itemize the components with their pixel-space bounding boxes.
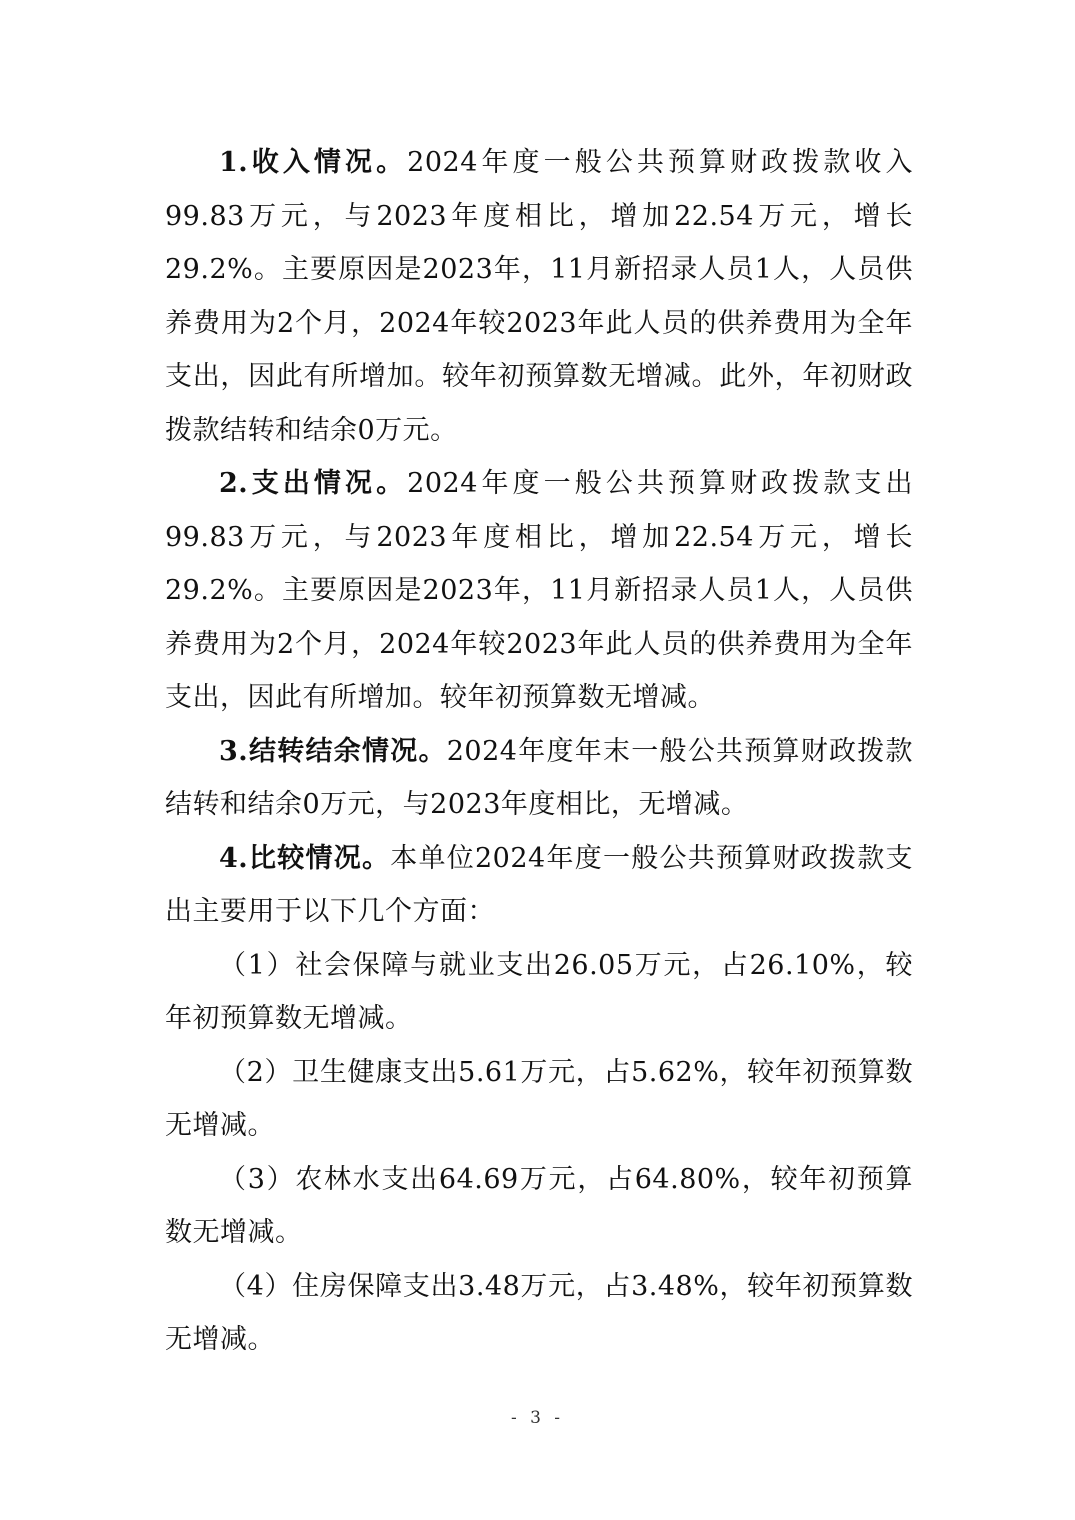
list-item-agriculture: （3）农林水支出64.69万元，占64.80%，较年初预算数无增减。 — [165, 1163, 913, 1248]
section-comparison — [165, 832, 913, 939]
list-item-social-security: （1）社会保障与就业支出26.05万元，占26.10%，较年初预算数无增减。 — [165, 949, 913, 1034]
section-carryover — [165, 725, 913, 832]
section-heading: 4.比较情况。 — [219, 842, 391, 874]
section-text: 本单位2024年度一般公共预算财政拨款支出主要用于以下几个方面： — [165, 842, 913, 927]
list-item-housing: （4）住房保障支出3.48万元，占3.48%，较年初预算数无增减。 — [165, 1270, 913, 1355]
list-item-health: （2）卫生健康支出5.61万元，占5.62%，较年初预算数无增减。 — [165, 1056, 913, 1141]
section-text: 2024年度一般公共预算财政拨款收入99.83万元，与2023年度相比，增加22.54万元，增长29.2%。主要原因是2023年，11月新招录人员1人，人员供养费用为2个月，2024年较2023年此人员的供养费用为全年支出，因此有所增加。较年初预算数无增减。此外，年初财政拨款结转和结余0万元。 — [165, 147, 913, 446]
section-heading: 1.收入情况。 — [219, 147, 408, 178]
section-heading: 2.支出情况。 — [219, 468, 408, 499]
section-text: 2024年度年末一般公共预算财政拨款结转和结余0万元，与2023年度相比，无增减。 — [165, 735, 914, 820]
section-heading: 3.结转结余情况。 — [219, 735, 447, 767]
section-expenditure — [165, 457, 913, 725]
section-income — [165, 136, 913, 457]
document-body — [165, 136, 913, 1367]
section-text: 2024年度一般公共预算财政拨款支出99.83万元，与2023年度相比，增加22.54万元，增长29.2%。主要原因是2023年，11月新招录人员1人，人员供养费用为2个月，2024年较2023年此人员的供养费用为全年支出，因此有所增加。较年初预算数无增减。 — [165, 468, 913, 713]
page-number: - 3 - — [510, 1408, 565, 1428]
